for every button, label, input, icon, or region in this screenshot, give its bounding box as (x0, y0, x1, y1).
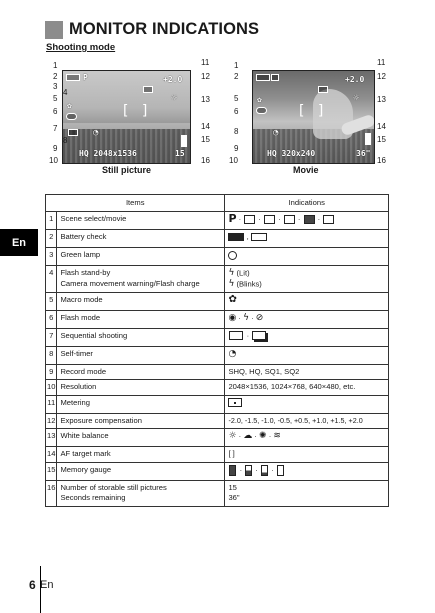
table-row (46, 266, 389, 293)
row-item: Record mode (57, 364, 225, 380)
row-indication: · (225, 328, 389, 346)
row-indication (225, 266, 389, 293)
macro-flower-icon: ✿ (228, 293, 237, 305)
movie-callout-5: 5 (234, 94, 239, 103)
row-indication (225, 292, 389, 310)
page-title: MONITOR INDICATIONS (69, 20, 260, 38)
still-callout-10: 10 (49, 156, 58, 165)
still-callout-8: 8 (63, 136, 68, 145)
gauge-outline-icon (277, 465, 284, 476)
program-osd-icon: P (83, 73, 88, 82)
row-number: 12 (46, 413, 57, 429)
movie-callout-13: 13 (377, 95, 386, 104)
row-indication: SHQ, HQ, SQ1, SQ2 (225, 364, 389, 380)
still-count-osd: 15 (175, 149, 185, 158)
still-callout-13: 13 (201, 95, 210, 104)
flash-blink-text: (Blinks) (236, 279, 262, 288)
page-number: 6 (29, 578, 36, 592)
gauge-half-icon (245, 465, 252, 476)
still-callout-5: 5 (53, 94, 58, 103)
movie-callout-2: 2 (234, 72, 239, 81)
movie-caption: Movie (293, 165, 319, 175)
movie-callout-16: 16 (377, 156, 386, 165)
still-callout-6: 6 (53, 107, 58, 116)
table-row (46, 447, 389, 463)
still-exposure-osd: +2.0 (163, 75, 183, 84)
table-row (46, 346, 389, 364)
movie-flash-osd-icon (256, 107, 267, 114)
green-lamp-icon (228, 251, 237, 260)
still-callout-16: 16 (201, 156, 210, 165)
row-number: 1 (46, 212, 57, 230)
row-number: 8 (46, 346, 57, 364)
row-item-line-1: Flash stand-by (60, 268, 111, 277)
row-number: 7 (46, 328, 57, 346)
red-eye-icon: ◉ (228, 312, 237, 323)
self-timer-icon: ◔ (228, 348, 237, 359)
memory-gauge-osd (181, 135, 187, 147)
row-indication: -2.0, -1.5, -1.0, -0.5, +0.5, +1.0, +1.5, +2.0 (225, 413, 389, 429)
movie-callout-6: 6 (234, 107, 239, 116)
language-tab: En (0, 229, 38, 256)
table-row (46, 212, 389, 230)
row-number: 11 (46, 395, 57, 413)
table-row (46, 480, 389, 506)
row-indication: , (225, 230, 389, 248)
table-row (46, 328, 389, 346)
battery-full-icon (228, 233, 244, 241)
movie-af-target-mark: [ ] (299, 103, 324, 119)
row-item: Resolution (57, 380, 225, 396)
movie-self-timer-osd-icon: ◔ (273, 128, 279, 138)
row-item: AF target mark (57, 447, 225, 463)
af-target-mark: [ ] (123, 103, 148, 119)
still-callout-9: 9 (53, 144, 58, 153)
row-number: 6 (46, 310, 57, 328)
row-item-line-1: Number of storable still pictures (60, 482, 167, 492)
row-number: 5 (46, 292, 57, 310)
row-item: Memory gauge (57, 462, 225, 480)
still-callout-1: 1 (53, 61, 58, 70)
row-item: Flash mode (57, 310, 225, 328)
row-indication: · · · (225, 462, 389, 480)
still-callout-15: 15 (201, 135, 210, 144)
row-number: 3 (46, 248, 57, 266)
row-indication: [ ] (225, 447, 389, 463)
still-callout-2: 2 (53, 72, 58, 81)
indications-table (45, 194, 389, 507)
row-item (57, 266, 225, 293)
movie-callout-12: 12 (377, 72, 386, 81)
flash-off-icon: ⊘ (255, 312, 264, 323)
row-item: Scene select/movie (57, 212, 225, 230)
still-picture-screen (62, 70, 191, 164)
movie-macro-osd-icon: ✿ (257, 95, 262, 104)
flash-lit-icon: ϟ (228, 268, 235, 278)
self-timer-osd-icon: ◔ (93, 128, 99, 138)
still-callout-3: 3 (53, 82, 58, 91)
row-item: Metering (57, 395, 225, 413)
seconds-remaining-text: 36" (228, 493, 240, 502)
single-frame-icon (229, 331, 243, 340)
row-item: Macro mode (57, 292, 225, 310)
movie-callout-1: 1 (234, 61, 239, 70)
table-header-row (46, 195, 389, 212)
row-item: Sequential shooting (57, 328, 225, 346)
still-callout-7: 7 (53, 124, 58, 133)
footer-language: En (40, 579, 54, 591)
movie-callout-15: 15 (377, 135, 386, 144)
row-number: 14 (46, 447, 57, 463)
spot-metering-icon (228, 398, 242, 407)
white-balance-osd-icon: ☼ (171, 93, 178, 104)
sequential-osd-icon (68, 129, 78, 136)
portrait-icon (244, 215, 255, 224)
gauge-empty-icon (229, 465, 236, 476)
movie-icon (323, 215, 334, 224)
movie-memory-gauge-osd (365, 133, 371, 145)
row-item: Self-timer (57, 346, 225, 364)
row-number: 9 (46, 364, 57, 380)
heading-square-icon (45, 21, 63, 39)
metering-osd-icon (143, 86, 153, 93)
still-record-osd: HQ 2048x1536 (79, 149, 137, 158)
table-row (46, 395, 389, 413)
row-item: White balance (57, 429, 225, 447)
row-indication (225, 395, 389, 413)
landscape-portrait-icon (284, 215, 295, 224)
movie-callout-14: 14 (377, 122, 386, 131)
still-callout-14: 14 (201, 122, 210, 131)
movie-record-osd: HQ 320x240 (267, 149, 316, 158)
row-indication: P · · · · · (225, 212, 389, 230)
row-item: Green lamp (57, 248, 225, 266)
table-row (46, 364, 389, 380)
row-number: 4 (46, 266, 57, 293)
gauge-full-icon (261, 465, 268, 476)
fill-flash-icon: ϟ (243, 312, 249, 323)
sunny-icon: ☼ (228, 431, 237, 441)
row-indication (225, 248, 389, 266)
movie-metering-osd-icon (318, 86, 328, 93)
still-callout-4: 4 (63, 88, 68, 97)
movie-callout-11: 11 (377, 58, 386, 67)
table-row (46, 462, 389, 480)
movie-mode-osd-icon (271, 74, 279, 81)
row-number: 13 (46, 429, 57, 447)
row-indication: ◉ · ϟ · ⊘ (225, 310, 389, 328)
row-indication: ☼ · ☁ · ✺ · ≋ (225, 429, 389, 447)
movie-battery-osd-icon (256, 74, 270, 81)
movie-exposure-osd: +2.0 (345, 75, 365, 84)
still-callout-12: 12 (201, 72, 210, 81)
flash-blink-icon: ϟ (228, 278, 235, 289)
flash-lit-text: (Lit) (236, 268, 250, 278)
sequential-icon (252, 331, 266, 340)
table-row (46, 429, 389, 447)
row-indication (225, 346, 389, 364)
landscape-icon (264, 215, 275, 224)
row-item-line-2: Seconds remaining (60, 493, 126, 502)
movie-count-osd: 36" (356, 149, 371, 158)
table-row (46, 310, 389, 328)
battery-osd-icon (66, 74, 80, 81)
cloudy-icon: ☁ (243, 431, 253, 441)
movie-white-balance-osd-icon: ☼ (353, 93, 360, 104)
row-number: 2 (46, 230, 57, 248)
table-row (46, 292, 389, 310)
table-row (46, 413, 389, 429)
tungsten-icon: ✺ (259, 431, 267, 441)
page-heading (45, 20, 259, 39)
indications-header: Indications (225, 195, 389, 212)
fluorescent-icon: ≋ (273, 431, 281, 441)
program-icon: P (228, 212, 237, 225)
row-item (57, 480, 225, 506)
battery-low-icon (251, 233, 267, 241)
row-number: 15 (46, 462, 57, 480)
macro-osd-icon: ✿ (67, 101, 72, 110)
row-item-line-2: Camera movement warning/Flash charge (60, 278, 200, 288)
still-callout-11: 11 (201, 58, 210, 67)
row-indication (225, 480, 389, 506)
movie-screen (252, 70, 375, 164)
movie-callout-10: 10 (229, 156, 238, 165)
table-row (46, 248, 389, 266)
row-number: 16 (46, 480, 57, 506)
items-header: Items (46, 195, 225, 212)
section-subtitle: Shooting mode (46, 42, 116, 53)
flash-osd-icon (66, 113, 77, 120)
movie-callout-9: 9 (234, 144, 239, 153)
movie-callout-8: 8 (234, 127, 239, 136)
row-item: Battery check (57, 230, 225, 248)
night-scene-icon (304, 215, 315, 224)
row-number: 10 (46, 380, 57, 396)
still-picture-caption: Still picture (102, 165, 152, 175)
stills-count-text: 15 (228, 482, 237, 492)
table-row (46, 230, 389, 248)
row-indication: 2048×1536, 1024×768, 640×480, etc. (225, 380, 389, 396)
row-item: Exposure compensation (57, 413, 225, 429)
table-row (46, 380, 389, 396)
